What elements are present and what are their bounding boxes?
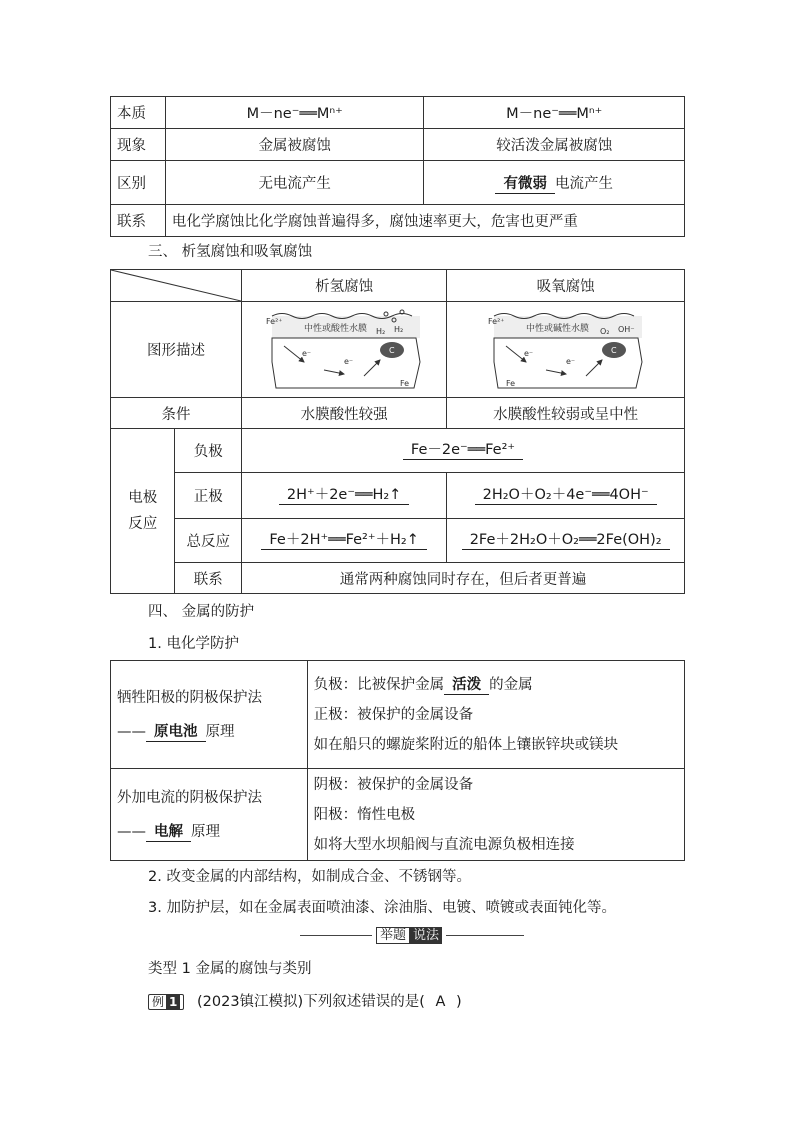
banner-left: 举题 bbox=[376, 927, 410, 944]
answer-blank: 电解 bbox=[146, 824, 191, 842]
column-header: 吸氧腐蚀 bbox=[447, 270, 685, 302]
comparison-table-top bbox=[110, 96, 685, 237]
svg-text:Fe: Fe bbox=[505, 378, 515, 388]
row-label: 区别 bbox=[111, 161, 166, 205]
example-text: (2023镇江模拟)下列叙述错误的是( bbox=[196, 994, 425, 1010]
hydrogen-figure-cell bbox=[242, 302, 447, 398]
answer-blank: 原电池 bbox=[146, 724, 206, 742]
column-header: 析氢腐蚀 bbox=[242, 270, 447, 302]
protection-table bbox=[110, 660, 685, 861]
method-cell: 牺牲阳极的阴极保护法 —— 原电池 原理 bbox=[111, 661, 308, 769]
svg-text:Fe: Fe bbox=[400, 378, 410, 388]
total-equation: 2Fe＋2H₂O＋O₂══2Fe(OH)₂ bbox=[447, 519, 685, 563]
phenomenon-cell: 金属被腐蚀 bbox=[165, 129, 424, 161]
svg-text:Fe²⁺: Fe²⁺ bbox=[487, 316, 505, 326]
example-tag: 例 1 bbox=[148, 994, 184, 1010]
condition-cell: 水膜酸性较强 bbox=[242, 398, 447, 429]
svg-text:e⁻: e⁻ bbox=[344, 356, 354, 366]
oxygen-figure-cell bbox=[447, 302, 685, 398]
row-label: 负极 bbox=[175, 429, 242, 473]
electrode-reaction-label: 电极 反应 bbox=[111, 429, 175, 594]
row-label: 现象 bbox=[111, 129, 166, 161]
method-cell: 外加电流的阴极保护法 —— 电解 原理 bbox=[111, 769, 308, 861]
svg-text:O₂: O₂ bbox=[599, 326, 610, 336]
relation-cell: 电化学腐蚀比化学腐蚀普遍得多，腐蚀速率更大，危害也更严重 bbox=[165, 205, 684, 237]
svg-text:OH⁻: OH⁻ bbox=[617, 324, 635, 334]
method-name: 外加电流的阴极保护法 bbox=[117, 789, 262, 806]
section-heading: 三、 析氢腐蚀和吸氧腐蚀 bbox=[148, 244, 313, 260]
answer-blank: 活泼 bbox=[444, 677, 489, 695]
svg-text:Fe²⁺: Fe²⁺ bbox=[266, 316, 283, 326]
method-detail-cell: 阴极：被保护的金属设备 阳极：惰性电极 如将大型水坝船阀与直流电源负极相连接 bbox=[307, 769, 684, 861]
subsection-heading: 1. 电化学防护 bbox=[148, 636, 239, 652]
svg-text:H₂: H₂ bbox=[394, 324, 404, 334]
condition-cell: 水膜酸性较弱或呈中性 bbox=[447, 398, 685, 429]
phenomenon-cell: 较活泼金属被腐蚀 bbox=[424, 129, 685, 161]
row-label: 总反应 bbox=[175, 519, 242, 563]
relation-cell: 通常两种腐蚀同时存在，但后者更普遍 bbox=[242, 563, 685, 594]
type-heading: 类型 1 金属的腐蚀与类别 bbox=[148, 961, 312, 977]
paragraph: 3. 加防护层，如在金属表面喷油漆、涂油脂、电镀、喷镀或表面钝化等。 bbox=[148, 900, 616, 916]
row-label: 条件 bbox=[111, 398, 242, 429]
svg-text:e⁻: e⁻ bbox=[523, 348, 533, 358]
example-line: 例 1 (2023镇江模拟)下列叙述错误的是( A ) bbox=[148, 990, 462, 1011]
film-label: 中性或碱性水膜 bbox=[525, 323, 589, 334]
essence-cell: M－ne⁻══Mⁿ⁺ bbox=[165, 97, 424, 129]
method-detail-cell: 负极：比被保护金属 活泼 的金属 正极：被保护的金属设备 如在船只的螺旋桨附近的船体上镶嵌锌块或镁块 bbox=[307, 661, 684, 769]
example-answer: A bbox=[435, 994, 446, 1010]
film-label: 中性或酸性水膜 bbox=[304, 323, 368, 334]
essence-cell: M－ne⁻══Mⁿ⁺ bbox=[424, 97, 685, 129]
section-banner bbox=[300, 927, 524, 945]
row-label: 图形描述 bbox=[111, 302, 242, 398]
corrosion-table bbox=[110, 269, 685, 594]
difference-cell: 有微弱 电流产生 bbox=[424, 161, 685, 205]
row-label: 联系 bbox=[175, 563, 242, 594]
diagonal-header-cell bbox=[111, 270, 242, 302]
hydrogen-evolution-diagram bbox=[264, 306, 424, 394]
row-label: 联系 bbox=[111, 205, 166, 237]
svg-text:H₂: H₂ bbox=[376, 326, 386, 336]
section-heading: 四、 金属的防护 bbox=[148, 604, 255, 620]
method-name: 牺牲阳极的阴极保护法 bbox=[117, 689, 262, 706]
row-label: 本质 bbox=[111, 97, 166, 129]
svg-text:C: C bbox=[389, 345, 395, 355]
positive-equation: 2H₂O＋O₂＋4e⁻══4OH⁻ bbox=[447, 473, 685, 519]
paragraph: 2. 改变金属的内部结构，如制成合金、不锈钢等。 bbox=[148, 869, 471, 885]
oxygen-absorption-diagram bbox=[486, 306, 646, 394]
banner-right: 说法 bbox=[410, 927, 442, 944]
total-equation: Fe＋2H⁺══Fe²⁺＋H₂↑ bbox=[242, 519, 447, 563]
positive-equation: 2H⁺＋2e⁻══H₂↑ bbox=[242, 473, 447, 519]
svg-text:e⁻: e⁻ bbox=[302, 348, 312, 358]
difference-cell: 无电流产生 bbox=[165, 161, 424, 205]
negative-equation: Fe－2e⁻══Fe²⁺ bbox=[242, 429, 685, 473]
svg-text:C: C bbox=[610, 345, 617, 355]
row-label: 正极 bbox=[175, 473, 242, 519]
diagonal-line bbox=[111, 270, 241, 301]
answer-blank: 有微弱 bbox=[495, 176, 555, 194]
svg-text:e⁻: e⁻ bbox=[565, 356, 575, 366]
